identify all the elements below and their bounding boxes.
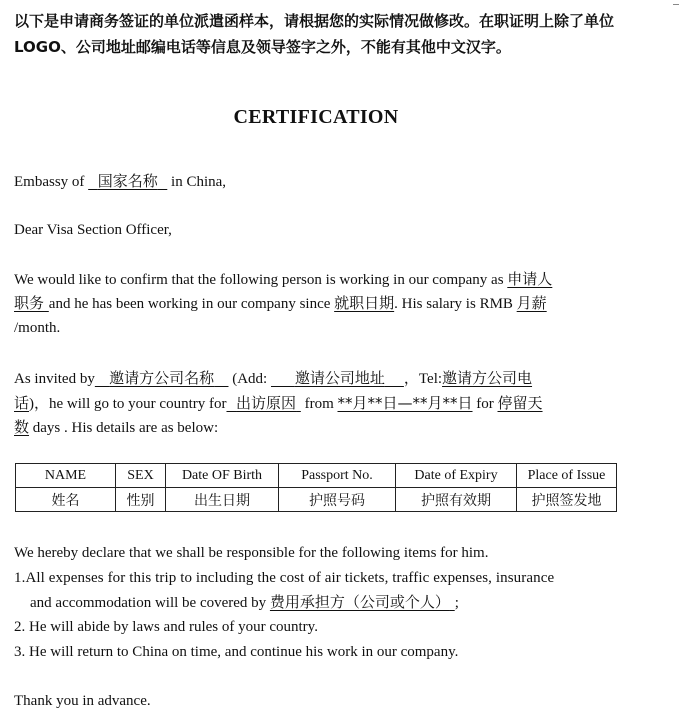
cell-sex: 性别 bbox=[116, 488, 166, 512]
header-passport: Passport No. bbox=[279, 464, 396, 488]
cell-name: 姓名 bbox=[16, 488, 116, 512]
cell-expiry: 护照有效期 bbox=[396, 488, 517, 512]
para2-line3: 数 days . His details are as below: bbox=[14, 418, 219, 436]
salary-field: 月薪 bbox=[516, 294, 547, 312]
header-sex: SEX bbox=[116, 464, 166, 488]
embassy-prefix: Embassy of bbox=[14, 174, 85, 190]
item-1-line2: and accommodation will be covered by 费用承担方（公司或个人） ; bbox=[30, 593, 459, 611]
inviter-field: 邀请方公司名称 bbox=[109, 369, 215, 387]
position-field-cont: 职务 bbox=[14, 294, 45, 312]
item-3: 3. He will return to China on time, and continue his work in our company. bbox=[14, 644, 459, 660]
embassy-suffix: in China, bbox=[171, 174, 227, 190]
cell-issue-place: 护照签发地 bbox=[517, 488, 617, 512]
table-row bbox=[16, 488, 617, 512]
dates-field: **月**日—**月**日 bbox=[337, 394, 473, 412]
document-title: CERTIFICATION bbox=[233, 106, 399, 128]
closing: Thank you in advance. bbox=[14, 693, 151, 709]
para1-line2: 职务 and he has been working in our company since 就职日期. His salary is RMB 月薪 bbox=[14, 294, 547, 312]
position-field: 申请人 bbox=[507, 270, 553, 288]
declaration: We hereby declare that we shall be responsible for the following items for him. bbox=[14, 545, 489, 561]
para1-line3: /month. bbox=[14, 320, 61, 336]
instruction-note: 以下是申请商务签证的单位派遣函样本，请根据您的实际情况做修改。在职证明上除了单位 LOGO、公司地址邮编电话等信息及领导签字之外，不能有其他中文汉字。 bbox=[14, 12, 615, 56]
item-2: 2. He will abide by laws and rules of your country. bbox=[14, 619, 318, 635]
purpose-field: 出访原因 bbox=[236, 394, 297, 412]
stay-days-field: 停留天 bbox=[497, 394, 543, 412]
header-expiry: Date of Expiry bbox=[396, 464, 517, 488]
item-1-line1: 1.All expenses for this trip to including the cost of air tickets, traffic expenses, insurance bbox=[14, 570, 555, 586]
page-edge-marker bbox=[673, 4, 679, 5]
table-header-row bbox=[16, 464, 617, 488]
para2-line1: As invited by 邀请方公司名称 (Add: 邀请公司地址 ，Tel:邀请方公司电 bbox=[14, 369, 533, 387]
applicant-details-table bbox=[15, 463, 617, 512]
embassy-line bbox=[14, 169, 226, 194]
header-issue-place: Place of Issue bbox=[517, 464, 617, 488]
stay-days-field-cont: 数 bbox=[14, 418, 30, 436]
tel-field-cont: 话 bbox=[14, 394, 30, 412]
salutation: Dear Visa Section Officer, bbox=[14, 222, 172, 238]
cell-dob: 出生日期 bbox=[166, 488, 279, 512]
header-dob: Date OF Birth bbox=[166, 464, 279, 488]
start-date-field: 就职日期 bbox=[334, 294, 395, 312]
address-field: 邀请公司地址 bbox=[294, 369, 385, 387]
cell-passport: 护照号码 bbox=[279, 488, 396, 512]
tel-field: 邀请方公司电 bbox=[442, 369, 533, 387]
country-field: 国家名称 bbox=[97, 172, 158, 190]
para1-line1: We would like to confirm that the following person is working in our company as 申请人 bbox=[14, 270, 553, 288]
payer-field: 费用承担方（公司或个人） bbox=[269, 593, 450, 611]
header-name: NAME bbox=[16, 464, 116, 488]
para2-line2: 话)，he will go to your country for 出访原因 from **月**日—**月**日 for 停留天 bbox=[14, 394, 543, 412]
